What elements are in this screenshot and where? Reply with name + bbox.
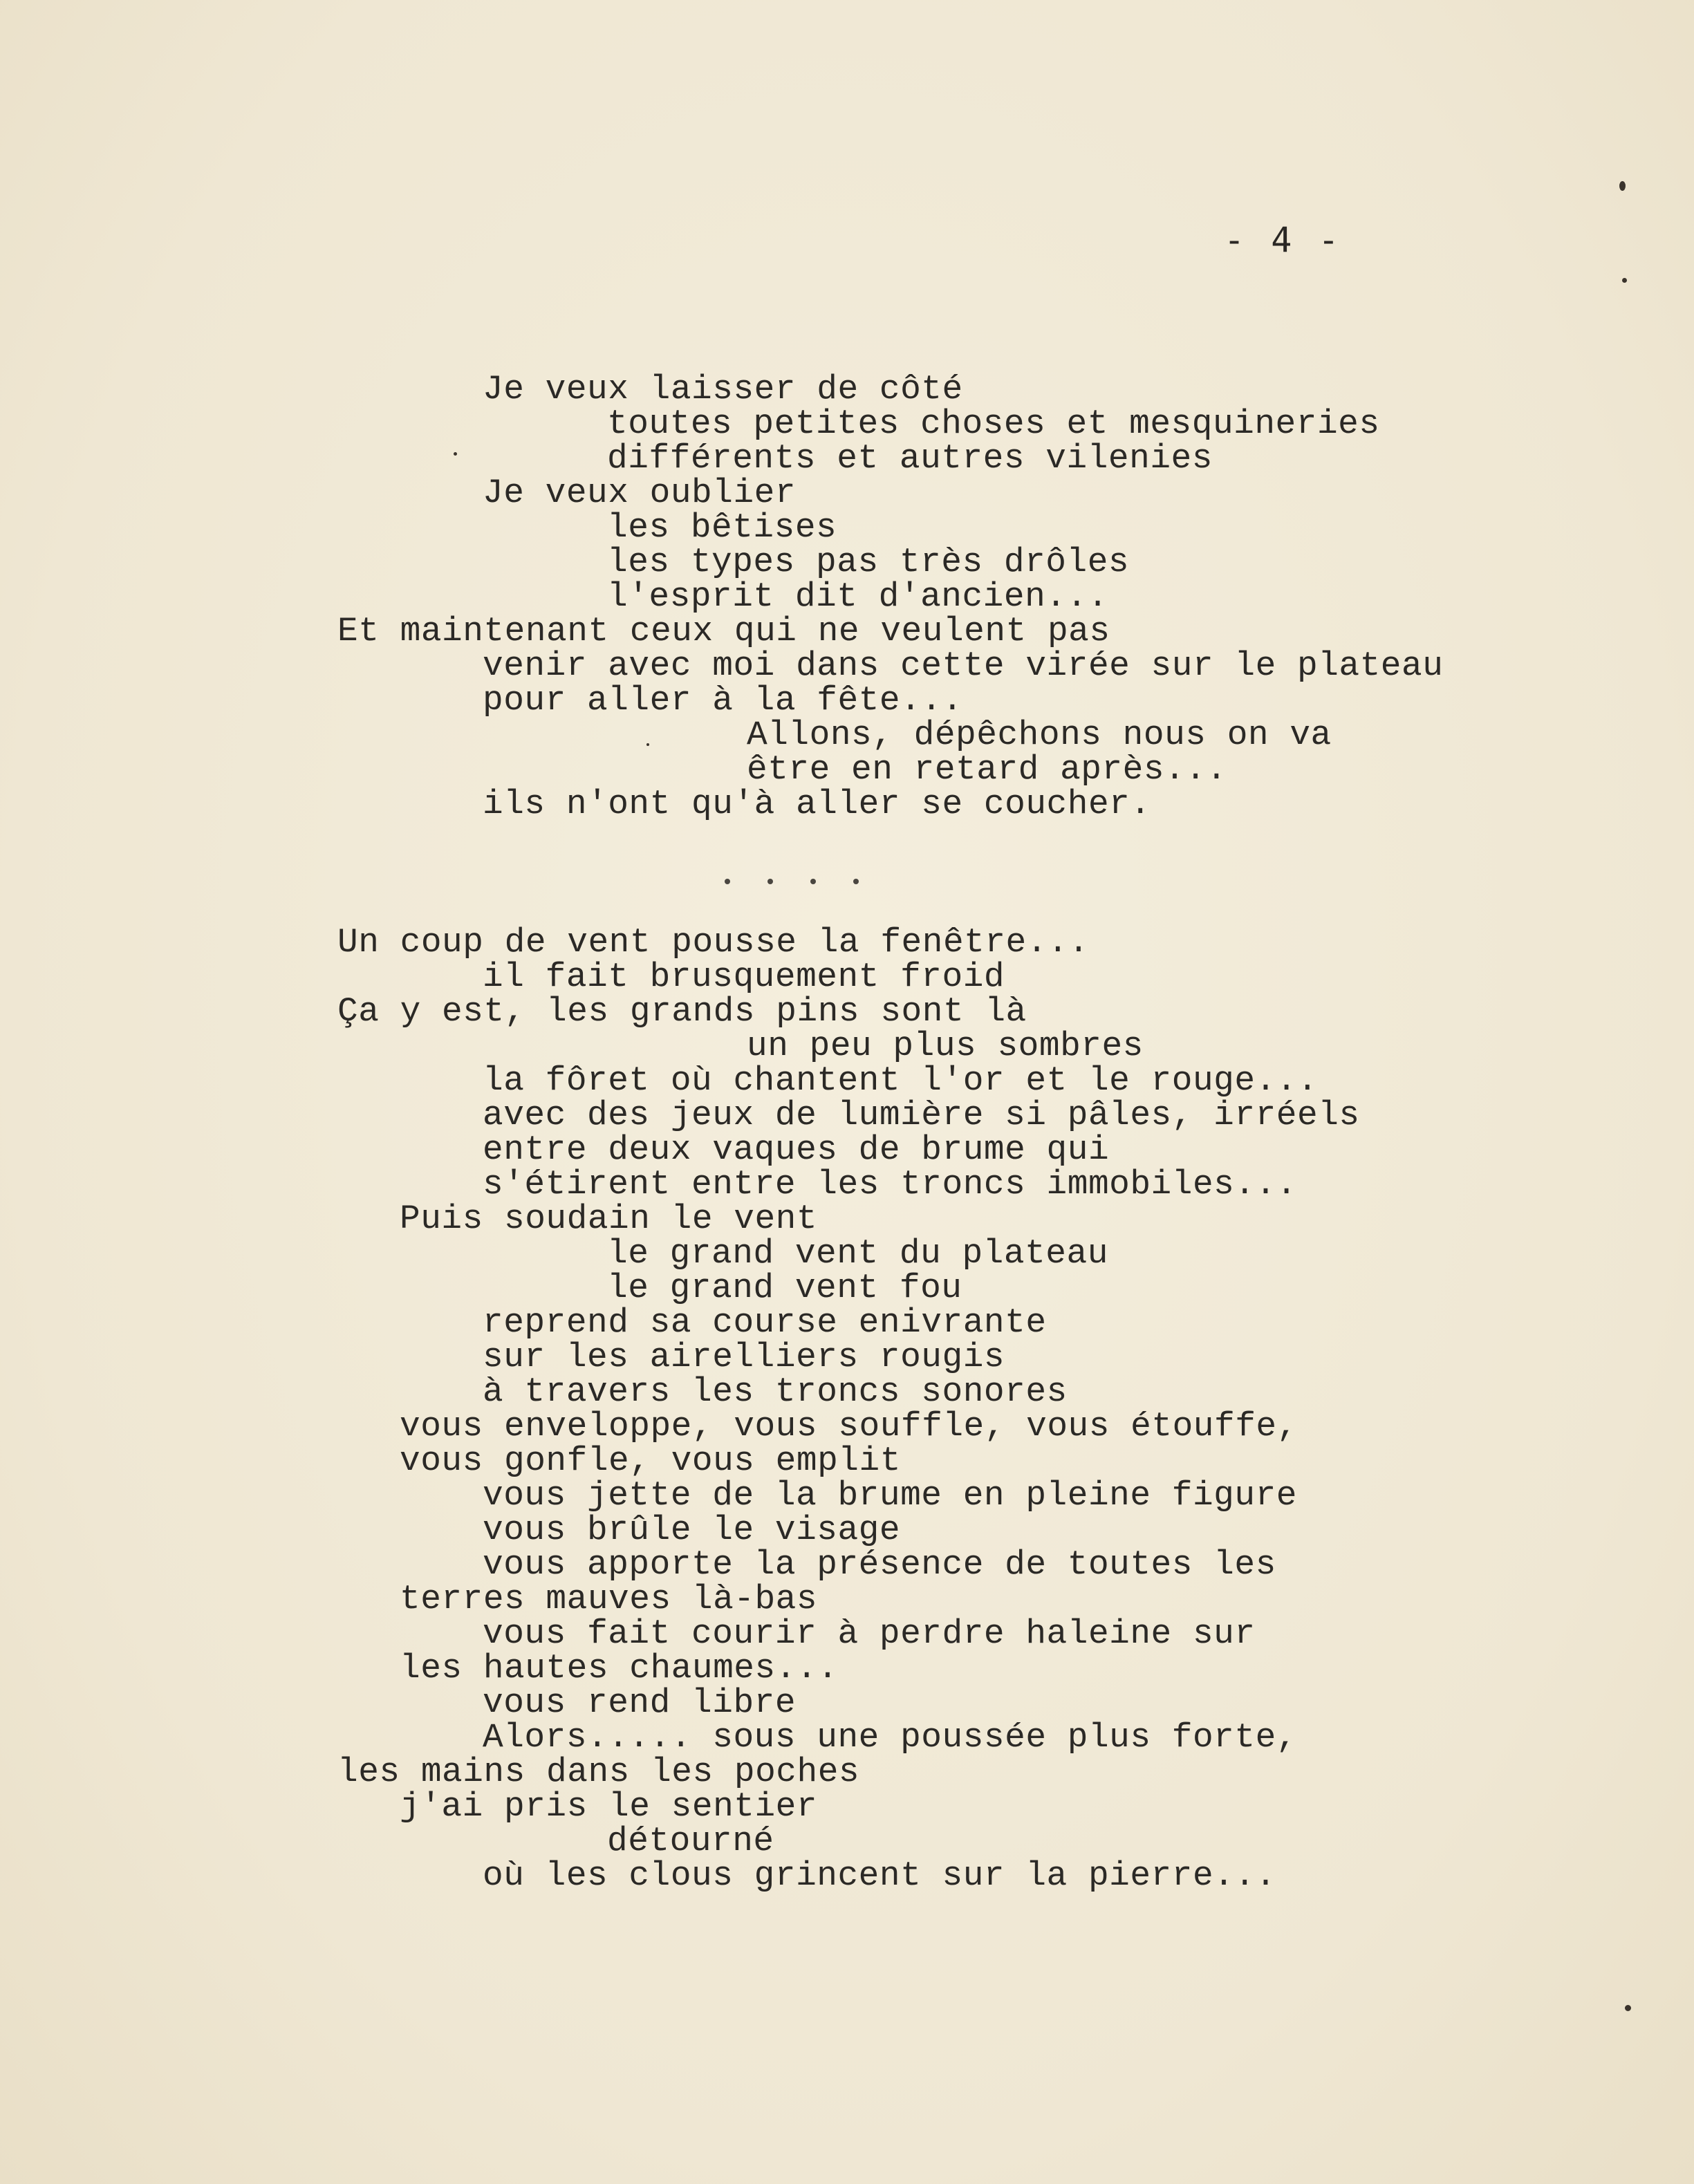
poem-line: toutes petites choses et mesquineries <box>607 404 1380 443</box>
poem-line: les bêtises <box>607 508 837 547</box>
poem-line: vous fait courir à perdre haleine sur <box>483 1614 1256 1653</box>
poem-line: où les clous grincent sur la pierre... <box>483 1856 1276 1895</box>
paper-speck <box>1622 278 1627 283</box>
poem-line: détourné <box>607 1822 774 1860</box>
poem-line: avec des jeux de lumière si pâles, irréels <box>483 1096 1360 1135</box>
poem-line: l'esprit dit d'ancien... <box>607 577 1108 616</box>
poem-line: venir avec moi dans cette virée sur le plateau <box>483 646 1444 685</box>
poem-line: reprend sa course enivrante <box>483 1303 1047 1342</box>
paper-speck <box>454 452 457 456</box>
poem-line: j'ai pris le sentier <box>400 1787 818 1826</box>
poem-line: vous gonfle, vous emplit <box>400 1441 901 1480</box>
poem-line: pour aller à la fête... <box>483 681 963 720</box>
poem-line: à travers les troncs sonores <box>483 1372 1068 1411</box>
poem-line: Ça y est, les grands pins sont là <box>337 992 1027 1031</box>
poem-line: les types pas très drôles <box>607 543 1130 581</box>
separator-dot <box>767 879 773 884</box>
page-number: - 4 - <box>1224 220 1342 260</box>
poem-line: un peu plus sombres <box>747 1027 1144 1065</box>
separator-dot <box>725 879 730 884</box>
poem-line: ils n'ont qu'à aller se coucher. <box>483 785 1151 823</box>
poem-line: sur les airelliers rougis <box>483 1338 1005 1376</box>
paper-speck <box>1619 181 1626 191</box>
poem-line: Je veux laisser de côté <box>483 370 963 409</box>
poem-line: la fôret où chantent l'or et le rouge... <box>483 1061 1319 1100</box>
poem-line: Puis soudain le vent <box>400 1200 818 1238</box>
poem-line: terres mauves là-bas <box>400 1580 818 1618</box>
poem-line: Alors..... sous une poussée plus forte, <box>483 1718 1297 1757</box>
poem-line: vous enveloppe, vous souffle, vous étouffe, <box>400 1407 1298 1446</box>
separator-dot <box>810 879 816 884</box>
poem-line: les mains dans les poches <box>337 1753 860 1791</box>
poem-line: s'étirent entre les troncs immobiles... <box>483 1165 1297 1204</box>
poem-line: vous jette de la brume en pleine figure <box>483 1476 1297 1515</box>
section-separator <box>725 875 870 888</box>
poem-line: entre deux vaques de brume qui <box>483 1130 1110 1169</box>
poem-line: Un coup de vent pousse la fenêtre... <box>337 923 1090 962</box>
paper-speck <box>646 743 649 746</box>
poem-line: vous apporte la présence de toutes les <box>483 1545 1276 1584</box>
poem-line: vous brûle le visage <box>483 1511 901 1549</box>
poem-line: Je veux oublier <box>483 474 797 512</box>
poem-line: vous rend libre <box>483 1683 797 1722</box>
poem-line: les hautes chaumes... <box>400 1649 839 1688</box>
poem-line: être en retard après... <box>747 750 1227 789</box>
poem-line: différents et autres vilenies <box>607 439 1213 478</box>
poem-line: le grand vent fou <box>607 1269 962 1307</box>
poem-line: Allons, dépêchons nous on va <box>747 716 1332 754</box>
poem-line: il fait brusquement froid <box>483 958 1005 996</box>
separator-dot <box>853 879 859 884</box>
paper-speck <box>1625 2005 1631 2011</box>
poem-line: le grand vent du plateau <box>607 1234 1108 1273</box>
poem-line: Et maintenant ceux qui ne veulent pas <box>337 612 1110 651</box>
